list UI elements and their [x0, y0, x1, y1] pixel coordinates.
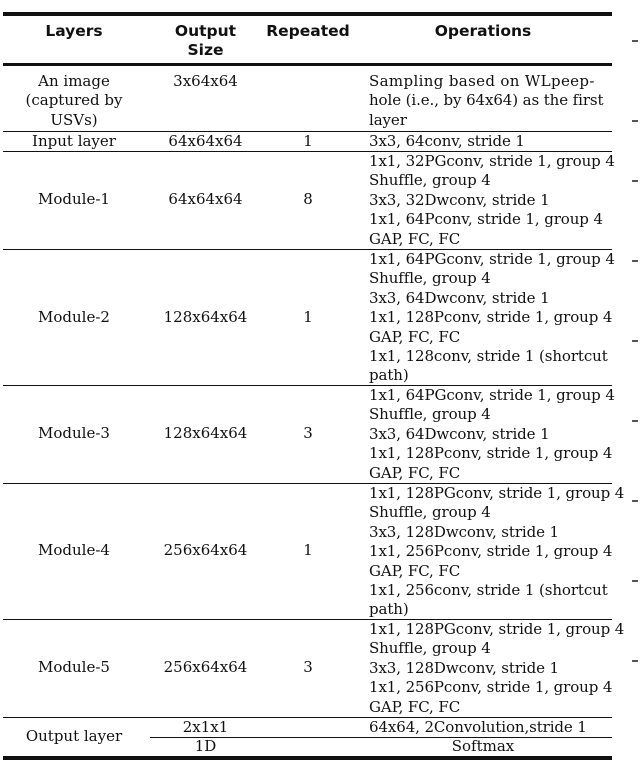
bottom-rule	[3, 756, 612, 760]
ops-line: 1x1, 32PGconv, stride 1, group 4	[369, 152, 615, 170]
ops-line: GAP, FC, FC	[369, 697, 461, 716]
ops-line: GAP, FC, FC	[369, 561, 461, 580]
ops-line: 3x3, 128Dwconv, stride 1	[369, 658, 559, 677]
row-module-4-repeated: 1	[303, 541, 313, 559]
row-output-sub1-size: 2x1x1	[182, 718, 229, 736]
ops-line: 1x1, 128PGconv, stride 1, group 4	[369, 484, 625, 502]
row-module-2-repeated: 1	[303, 308, 313, 326]
ops-line: Shuffle, group 4	[369, 503, 491, 522]
row-module-1-repeated: 8	[303, 190, 313, 208]
header-layers: Layers	[45, 22, 103, 40]
ops-line: GAP, FC, FC	[369, 463, 461, 482]
layer-line: An image	[38, 72, 110, 90]
ops-line: 1x1, 256Pconv, stride 1, group 4	[369, 542, 613, 561]
ops-line: 3x3, 128Dwconv, stride 1	[369, 522, 559, 541]
row-input-size: 64x64x64	[168, 132, 243, 150]
row-module-5-ops	[369, 620, 629, 717]
ops-line: 1x1, 128PGconv, stride 1, group 4	[369, 620, 625, 638]
row-module-2-ops	[369, 250, 629, 386]
edge-mark	[632, 260, 638, 262]
ops-line: path)	[369, 600, 409, 619]
ops-line: Shuffle, group 4	[369, 171, 491, 190]
edge-mark	[632, 420, 638, 422]
ops-line: 3x3, 32Dwconv, stride 1	[369, 190, 550, 209]
edge-mark	[632, 180, 638, 182]
row-input-layer: Input layer	[32, 132, 116, 150]
row-module-2-size: 128x64x64	[163, 308, 248, 326]
ops-line: Sampling based on WLpeep-	[369, 72, 595, 90]
layer-line: USVs)	[50, 110, 98, 129]
row-module-5-size: 256x64x64	[163, 658, 248, 676]
edge-mark	[632, 500, 638, 502]
ops-line: 1x1, 64PGconv, stride 1, group 4	[369, 250, 615, 268]
row-module-1-size: 64x64x64	[168, 190, 243, 208]
ops-line: 3x3, 64Dwconv, stride 1	[369, 288, 550, 307]
top-rule	[3, 12, 612, 16]
ops-line: layer	[369, 110, 407, 129]
row-module-5-layer: Module-5	[38, 658, 110, 676]
header-repeated: Repeated	[266, 22, 350, 40]
header-operations: Operations	[434, 22, 532, 40]
ops-line: GAP, FC, FC	[369, 229, 461, 248]
row-module-3-layer: Module-3	[38, 424, 110, 442]
edge-mark	[632, 580, 638, 582]
ops-line: Shuffle, group 4	[369, 405, 491, 424]
ops-line: Shuffle, group 4	[369, 269, 491, 288]
row-output-layer: Output layer	[25, 727, 123, 745]
header-output-size-line1: Output	[174, 22, 237, 40]
ops-line: Shuffle, group 4	[369, 639, 491, 658]
ops-line: 1x1, 64Pconv, stride 1, group 4	[369, 210, 603, 229]
row-module-1-layer: Module-1	[38, 190, 110, 208]
header-output-size	[145, 22, 266, 60]
row-module-1-ops	[369, 152, 629, 249]
row-module-3-repeated: 3	[303, 424, 313, 442]
row-module-4-size: 256x64x64	[163, 541, 248, 559]
row-image-ops	[369, 72, 629, 130]
row-image-layer	[3, 72, 145, 130]
ops-line: 1x1, 256conv, stride 1 (shortcut	[369, 581, 608, 600]
ops-line: GAP, FC, FC	[369, 327, 461, 346]
row-output-sub2-ops: Softmax	[451, 737, 515, 755]
edge-mark	[632, 340, 638, 342]
row-output-sub2-size: 1D	[194, 737, 217, 755]
ops-line: 1x1, 128conv, stride 1 (shortcut	[369, 347, 608, 366]
ops-line: 1x1, 128Pconv, stride 1, group 4	[369, 444, 613, 463]
row-module-3-size: 128x64x64	[163, 424, 248, 442]
ops-line: path)	[369, 366, 409, 385]
row-module-5-repeated: 3	[303, 658, 313, 676]
row-image-size: 3x64x64	[173, 72, 238, 90]
ops-line: 1x1, 256Pconv, stride 1, group 4	[369, 678, 613, 697]
row-output-sub1-ops: 64x64, 2Convolution,stride 1	[369, 718, 587, 736]
header-output-size-line2: Size	[187, 41, 224, 59]
edge-mark	[632, 40, 638, 42]
row-input-repeated: 1	[303, 132, 313, 150]
ops-line: 1x1, 64PGconv, stride 1, group 4	[369, 386, 615, 404]
edge-mark	[632, 660, 638, 662]
row-module-3-ops	[369, 386, 629, 483]
row-module-4-ops	[369, 484, 629, 620]
row-input-ops: 3x3, 64conv, stride 1	[369, 132, 525, 150]
ops-line: 1x1, 128Pconv, stride 1, group 4	[369, 308, 613, 327]
ops-line: 3x3, 64Dwconv, stride 1	[369, 424, 550, 443]
row-module-2-layer: Module-2	[38, 308, 110, 326]
edge-mark	[632, 120, 638, 122]
header-rule	[3, 63, 612, 66]
layer-line: (captured by	[25, 91, 123, 110]
ops-line: hole (i.e., by 64x64) as the first	[369, 91, 604, 110]
row-module-4-layer: Module-4	[38, 541, 110, 559]
